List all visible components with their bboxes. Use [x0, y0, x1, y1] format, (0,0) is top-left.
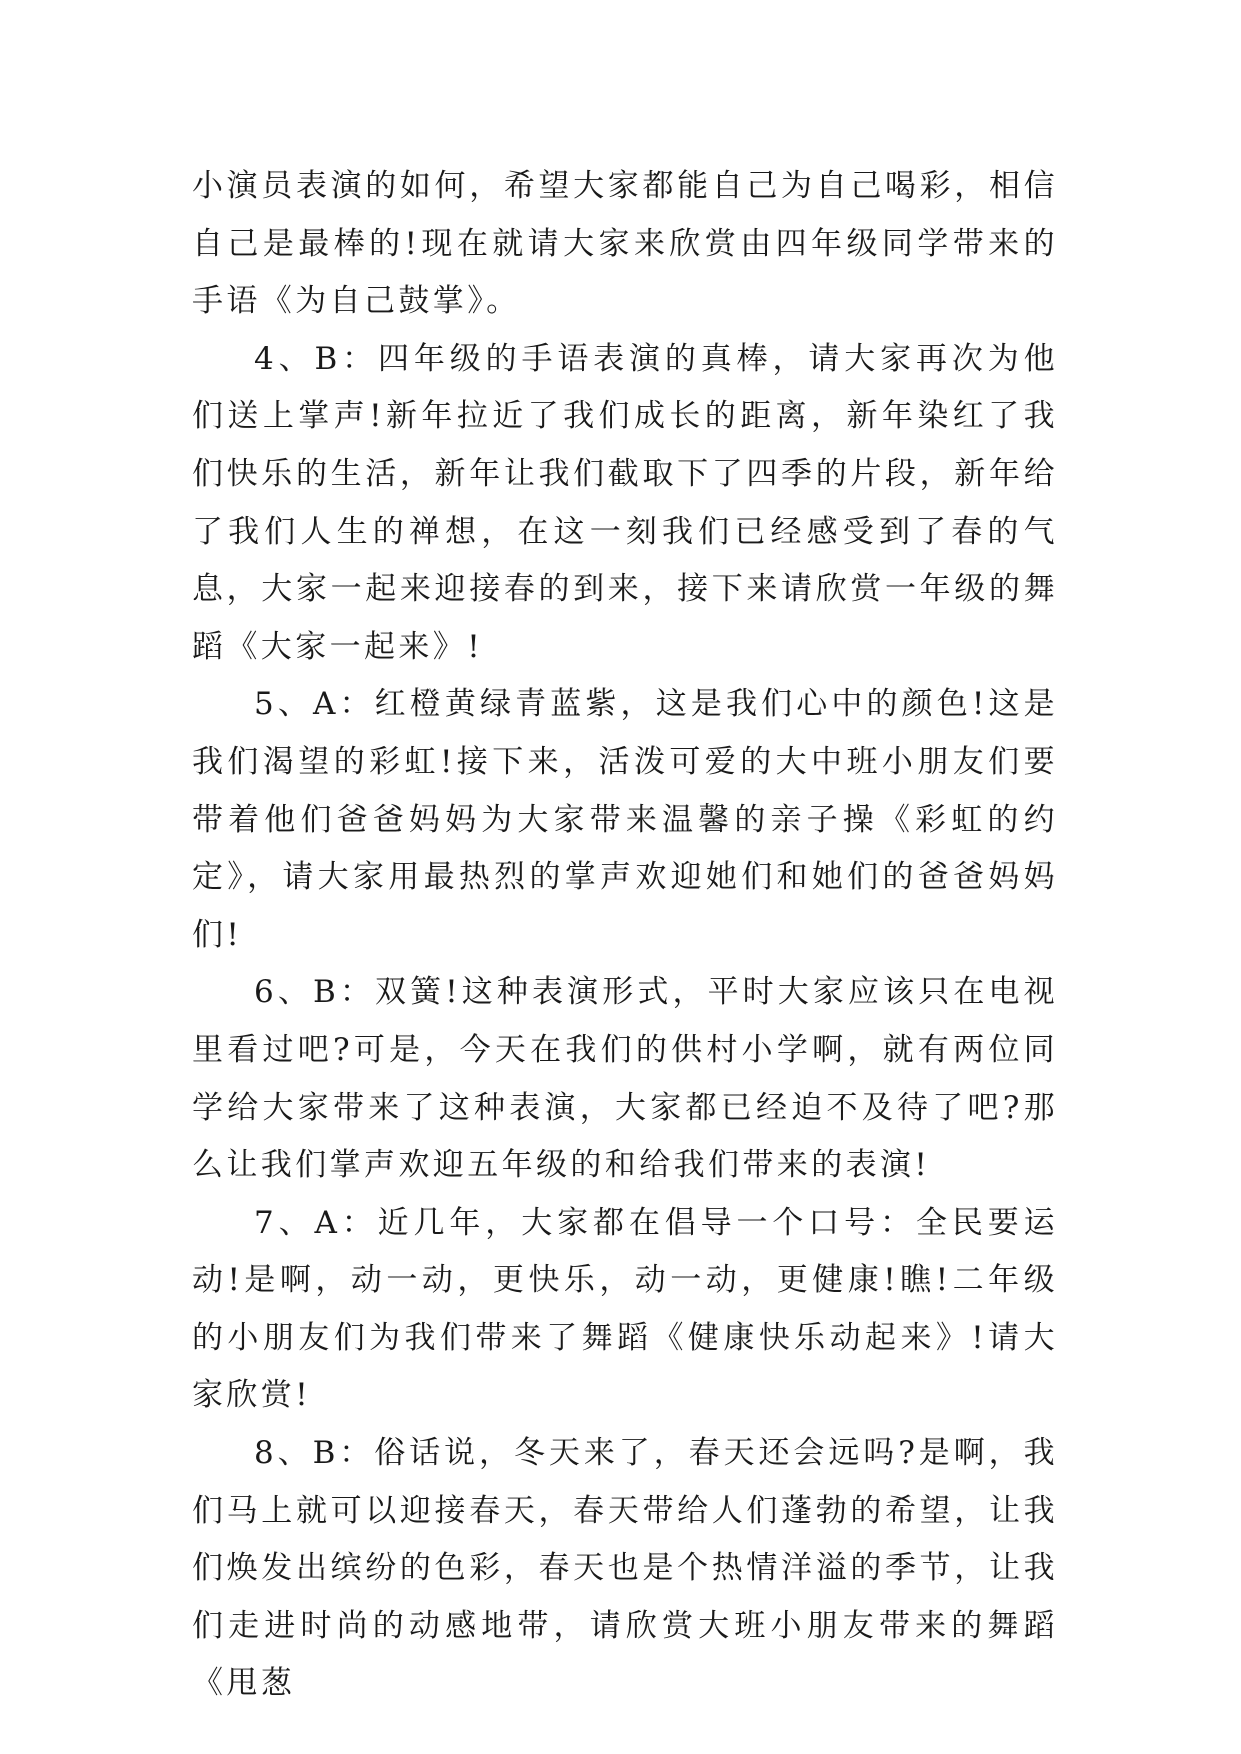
paragraph-item-7: 7、A：近几年，大家都在倡导一个口号：全民要运动!是啊，动一动，更快乐，动一动，更健康!瞧!二年级的小朋友们为我们带来了舞蹈《健康快乐动起来》!请大家欣赏!: [192, 1204, 1058, 1414]
paragraph-continuation: 小演员表演的如何，希望大家都能自己为自己喝彩，相信自己是最棒的!现在就请大家来欣赏由四年级同学带来的手语《为自己鼓掌》。: [192, 168, 1058, 320]
paragraph-item-5: 5、A：红橙黄绿青蓝紫，这是我们心中的颜色!这是我们渴望的彩虹!接下来，活泼可爱的大中班小朋友们要带着他们爸爸妈妈为大家带来温馨的亲子操《彩虹的约定》，请大家用最热烈的掌声欢迎她们和她们的爸爸妈妈们!: [192, 686, 1058, 953]
paragraph-item-4: 4、B：四年级的手语表演的真棒，请大家再次为他们送上掌声!新年拉近了我们成长的距离，新年染红了我们快乐的生活，新年让我们截取下了四季的片段，新年给了我们人生的禅想，在这一刻我们已经感受到了春的气息，大家一起来迎接春的到来，接下来请欣赏一年级的舞蹈《大家一起来》!: [192, 340, 1058, 665]
document-body: [192, 158, 1058, 1713]
paragraph-item-8: 8、B：俗话说，冬天来了，春天还会远吗?是啊，我们马上就可以迎接春天，春天带给人们蓬勃的希望，让我们焕发出缤纷的色彩，春天也是个热情洋溢的季节，让我们走进时尚的动感地带，请欣赏大班小朋友带来的舞蹈《甩葱: [192, 1435, 1058, 1702]
paragraph-item-6: 6、B：双簧!这种表演形式，平时大家应该只在电视里看过吧?可是，今天在我们的供村小学啊，就有两位同学给大家带来了这种表演，大家都已经迫不及待了吧?那么让我们掌声欢迎五年级的和给我们带来的表演!: [192, 974, 1058, 1184]
